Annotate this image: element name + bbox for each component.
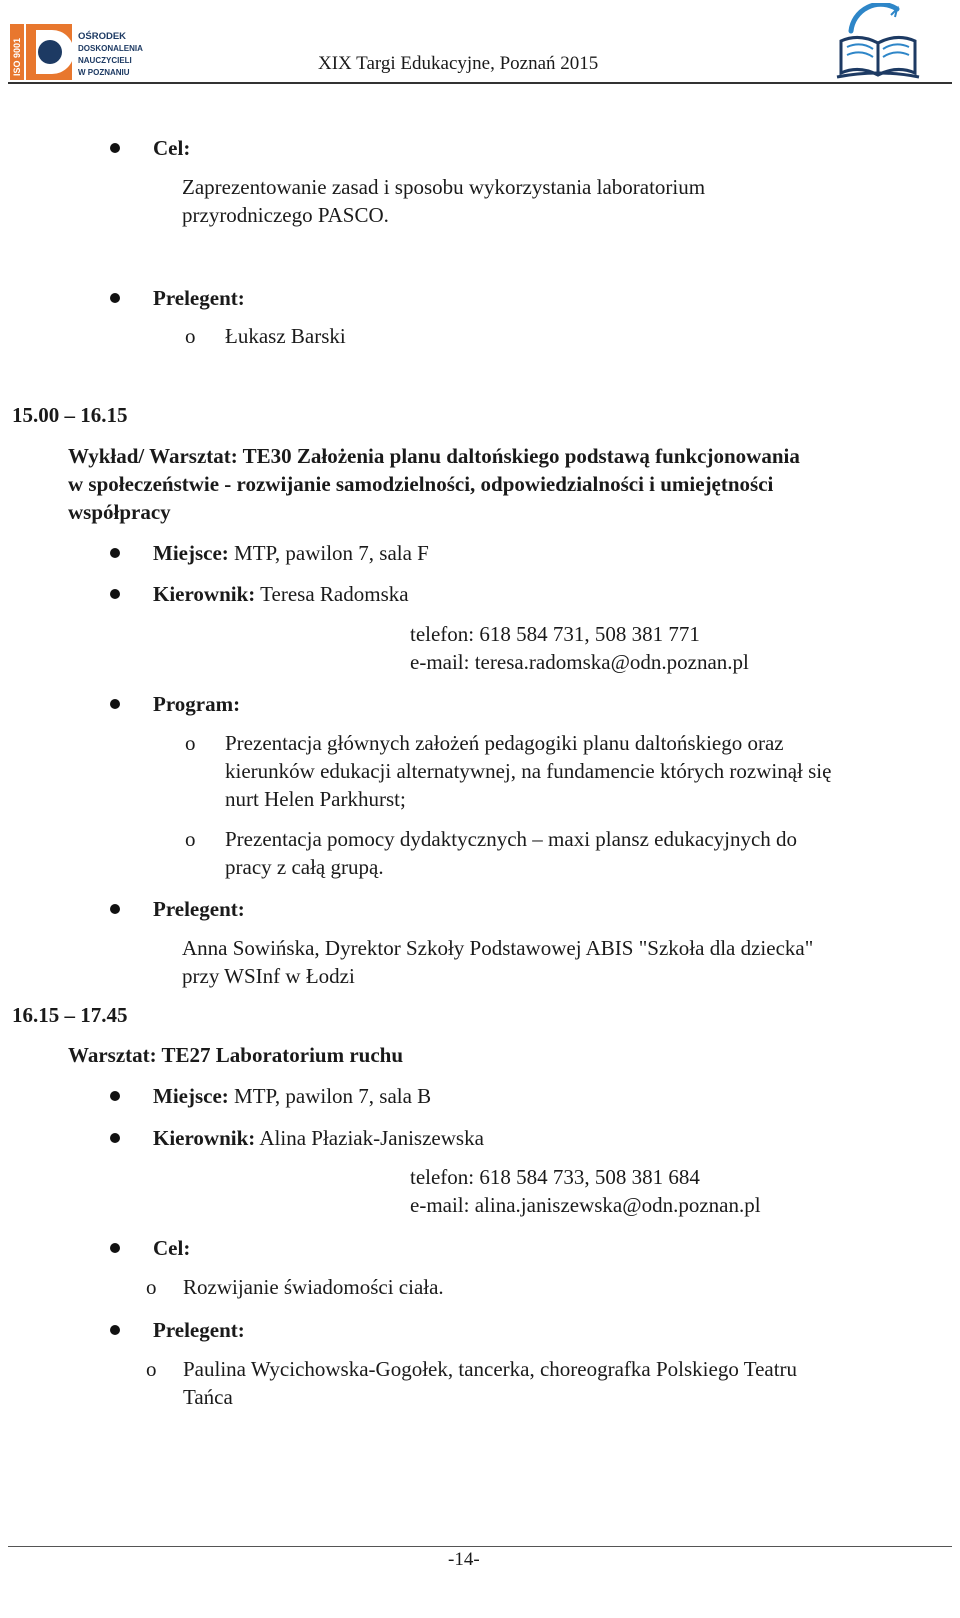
sub-bullet-marker: o: [146, 1357, 157, 1381]
kierownik-email[interactable]: e-mail: alina.janiszewska@odn.poznan.pl: [410, 1193, 761, 1217]
prelegent-label: Prelegent:: [153, 286, 245, 310]
program-item-2-line-1: Prezentacja pomocy dydaktycznych – maxi plansz edukacyjnych do: [225, 827, 798, 851]
bullet-icon: [110, 1133, 120, 1143]
session-title: Warsztat: TE27 Laboratorium ruchu: [68, 1043, 404, 1067]
program-label: Program:: [153, 692, 241, 716]
kierownik-telefon: telefon: 618 584 731, 508 381 771: [410, 622, 700, 646]
program-item-1-line-2: kierunków edukacji alternatywnej, na fundamencie których rozwinął się: [225, 759, 832, 783]
bullet-icon: [110, 1243, 120, 1253]
odn-mark-circle: [38, 40, 62, 64]
prelegent-text-line-1: Paulina Wycichowska-Gogołek, tancerka, choreografka Polskiego Teatru: [183, 1357, 798, 1381]
session-title-line-2: w społeczeństwie - rozwijanie samodzielności, odpowiedzialności i umiejętności: [68, 472, 774, 496]
cel-item: Rozwijanie świadomości ciała.: [183, 1275, 444, 1299]
kierownik-label: Kierownik:: [153, 1126, 256, 1150]
session-time: 15.00 – 16.15: [12, 403, 128, 427]
miejsce-value: MTP, pawilon 7, sala B: [228, 1084, 432, 1108]
miejsce-label: Miejsce:: [153, 541, 229, 565]
sub-bullet-marker: o: [185, 324, 196, 348]
sub-bullet-marker: o: [185, 731, 196, 755]
odn-logo-line-1: OŚRODEK: [78, 31, 127, 42]
prelegent-text-line-1: Anna Sowińska, Dyrektor Szkoły Podstawowej ABIS "Szkoła dla dziecka": [182, 936, 814, 960]
footer-rule: [8, 1546, 952, 1547]
kierownik-value: Teresa Radomska: [255, 582, 409, 606]
cel-text-line-1: Zaprezentowanie zasad i sposobu wykorzystania laboratorium: [182, 175, 706, 199]
session-time: 16.15 – 17.45: [12, 1003, 128, 1027]
miejsce-row: [153, 1082, 431, 1110]
bullet-icon: [110, 548, 120, 558]
odn-logo: [10, 24, 150, 80]
prelegent-text-line-2: przy WSInf w Łodzi: [182, 964, 355, 988]
sub-bullet-marker: o: [185, 827, 196, 851]
page-number: -14-: [448, 1549, 480, 1570]
kierownik-value: Alina Płaziak-Janiszewska: [255, 1126, 484, 1150]
bullet-icon: [110, 904, 120, 914]
prelegent-label: Prelegent:: [153, 1318, 245, 1342]
cel-label: Cel:: [153, 1236, 191, 1260]
program-item-2-line-2: pracy z całą grupą.: [225, 855, 384, 879]
prelegent-label: Prelegent:: [153, 897, 245, 921]
odn-logo-line-3: NAUCZYCIELI: [78, 56, 132, 65]
bullet-icon: [110, 589, 120, 599]
logo-arc-icon: [851, 4, 897, 31]
miejsce-row: [153, 539, 429, 567]
miejsce-value: MTP, pawilon 7, sala F: [228, 541, 429, 565]
bullet-icon: [110, 1091, 120, 1101]
prelegent-text-line-2: Tańca: [183, 1385, 233, 1409]
odn-logo-line-2: DOSKONALENIA: [78, 44, 143, 53]
program-item-1-line-3: nurt Helen Parkhurst;: [225, 787, 406, 811]
kierownik-label: Kierownik:: [153, 582, 256, 606]
iso-badge-text: ISO 9001: [12, 37, 22, 76]
cel-label: Cel:: [153, 136, 191, 160]
targi-book-logo: [833, 3, 923, 81]
miejsce-label: Miejsce:: [153, 1084, 229, 1108]
bullet-icon: [110, 699, 120, 709]
header-rule: [8, 82, 952, 84]
session-title-line-1: Wykład/ Warsztat: TE30 Założenia planu daltońskiego podstawą funkcjonowania: [68, 444, 800, 468]
kierownik-row: [153, 1124, 484, 1152]
bullet-icon: [110, 143, 120, 153]
header-title: XIX Targi Edukacyjne, Poznań 2015: [318, 53, 599, 74]
session-title-line-3: współpracy: [68, 500, 171, 524]
bullet-icon: [110, 293, 120, 303]
cel-text-line-2: przyrodniczego PASCO.: [182, 203, 389, 227]
kierownik-row: [153, 580, 409, 608]
odn-logo-line-4: W POZNANIU: [78, 68, 130, 77]
program-item-1-line-1: Prezentacja głównych założeń pedagogiki planu daltońskiego oraz: [225, 731, 784, 755]
kierownik-email[interactable]: e-mail: teresa.radomska@odn.poznan.pl: [410, 650, 749, 674]
bullet-icon: [110, 1325, 120, 1335]
prelegent-name: Łukasz Barski: [225, 324, 346, 348]
kierownik-telefon: telefon: 618 584 733, 508 381 684: [410, 1165, 700, 1189]
sub-bullet-marker: o: [146, 1275, 157, 1299]
logo-bird-icon: [891, 9, 897, 17]
